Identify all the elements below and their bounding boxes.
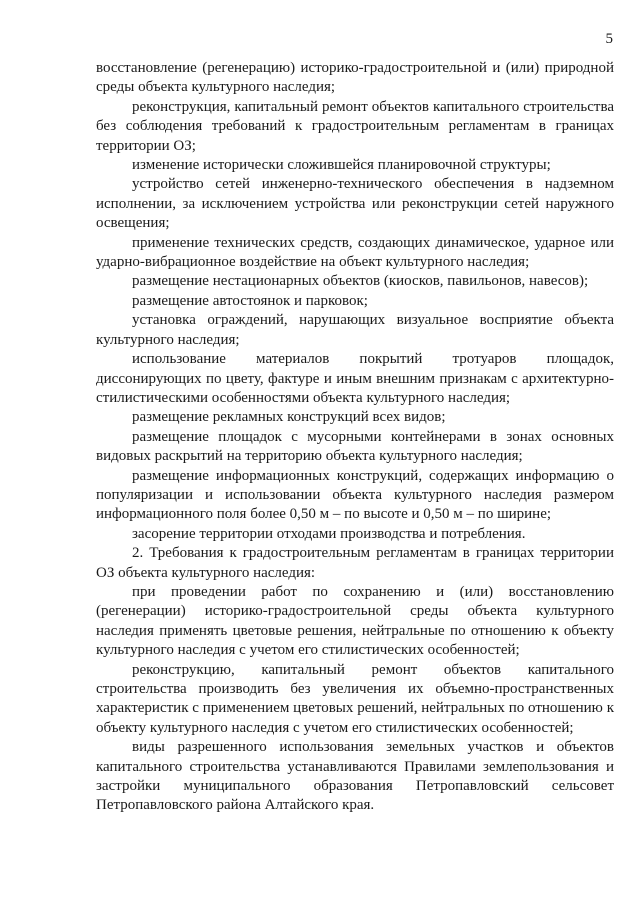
paragraph-nonstationary-objects: размещение нестационарных объектов (киосков, павильонов, навесов); — [132, 273, 589, 290]
page-number: 5 — [605, 31, 613, 47]
paragraph-information-structures: размещение информационных конструкций, содержащих информацию о популяризации и использовании объекта культурного наследия размером информационного поля более 0,50 м – по высоте и 0,50 м – по ширине; — [96, 467, 614, 523]
paragraph-waste-containers: размещение площадок с мусорными контейнерами в зонах основных видовых раскрытий на территорию объекта культурного наследия; — [96, 428, 614, 465]
paragraph-pavement-materials: использование материалов покрытий тротуаров площадок, диссонирующих по цвету, фактуре и иным внешним признакам с архитектурно-стилистическими особенностями объекта культурного наследия; — [96, 351, 614, 406]
paragraph-parking: размещение автостоянок и парковок; — [132, 292, 368, 309]
paragraph-reconstruction-volumes: реконструкцию, капитальный ремонт объектов капитального строительства производить без увеличения их объемно-пространственных характеристик с применением цветовых решений, нейтральных по отношению к объекту культурного наследия с учетом его стилистических особенностей; — [96, 661, 614, 736]
paragraph-littering: засорение территории отходами производства и потребления. — [132, 525, 526, 542]
document-body — [96, 59, 614, 816]
paragraph-restoration: восстановление (регенерацию) историко-градостроительной и (или) природной среды объекта культурного наследия; — [96, 60, 614, 96]
paragraph-planning-structure: изменение исторически сложившейся планировочной структуры; — [132, 157, 551, 174]
paragraph-permitted-use: виды разрешенного использования земельных участков и объектов капитального строительства устанавливаются Правилами землепользования и застройки муниципального образования Петропавловский сельсовет Петропавловского района Алтайского края. — [96, 739, 614, 814]
paragraph-reconstruction-oz: реконструкция, капитальный ремонт объектов капитального строительства без соблюдения требований к градостроительным регламентам в границах территории ОЗ; — [96, 98, 614, 154]
paragraph-technical-means: применение технических средств, создающих динамическое, ударное или ударно-вибрационное воздействие на объект культурного наследия; — [96, 234, 614, 271]
paragraph-section-2-heading: 2. Требования к градостроительным регламентам в границах территории ОЗ объекта культурного наследия: — [96, 545, 614, 581]
paragraph-fences: установка ограждений, нарушающих визуальное восприятие объекта культурного наследия; — [96, 312, 614, 348]
paragraph-advertising: размещение рекламных конструкций всех видов; — [132, 409, 446, 426]
paragraph-engineering-networks: устройство сетей инженерно-технического обеспечения в надземном исполнении, за исключением устройства или реконструкции сетей наружного освещения; — [96, 176, 614, 232]
paragraph-color-solutions: при проведении работ по сохранению и (или) восстановлению (регенерации) историко-градостроительной среды объекта культурного наследия применять цветовые решения, нейтральные по отношению к объекту культурного наследия с учетом его стилистических особенностей; — [96, 583, 614, 659]
